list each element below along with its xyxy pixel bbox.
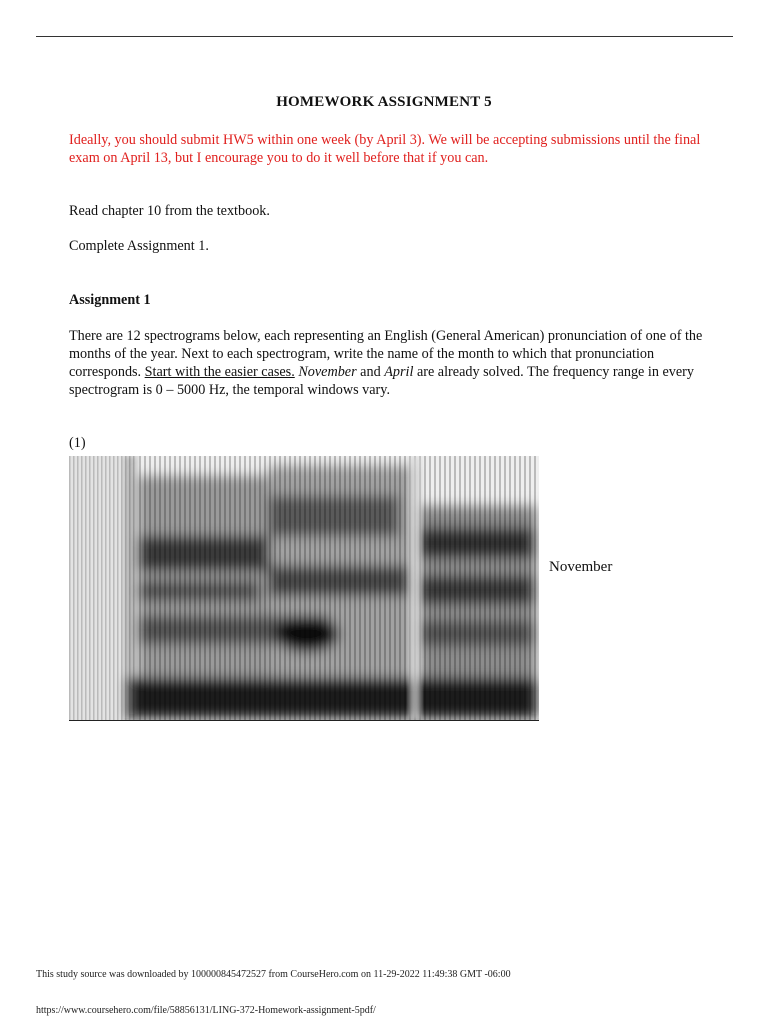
footer-download-note: This study source was downloaded by 100000845472527 from CourseHero.com on 11-29-2022 11:49:38 GMT -06:00 <box>36 969 511 980</box>
page-title: HOMEWORK ASSIGNMENT 5 <box>276 94 492 110</box>
answer-label: November <box>549 559 613 575</box>
spectrogram-baseline <box>69 720 539 721</box>
footer-url: https://www.coursehero.com/file/58856131/LING-372-Homework-assignment-5pdf/ <box>36 1005 376 1016</box>
section-heading: Assignment 1 <box>69 292 151 308</box>
intro-text-end: are already solved. The frequency range in every spectrogram is 0 – 5000 Hz, the temporal windows vary. <box>69 364 694 398</box>
intro-and: and <box>356 364 385 380</box>
intro-month-b: April <box>384 364 414 380</box>
item-number: (1) <box>69 435 86 451</box>
top-rule <box>36 36 733 37</box>
intro-text: There are 12 spectrograms below, each representing an English (General American) pronunciation of one of the months of the year. Next to each spectrogram, write the name of the month to which that pronunciation corresponds. <box>69 328 703 380</box>
read-instruction: Read chapter 10 from the textbook. <box>69 203 270 219</box>
complete-instruction: Complete Assignment 1. <box>69 238 209 254</box>
intro-month-a: November <box>298 364 357 380</box>
submission-notice: Ideally, you should submit HW5 within one week (by April 3). We will be accepting submissions until the final exam on April 13, but I encourage you to do it well before that if you can. <box>69 132 701 166</box>
assignment-intro <box>69 327 709 399</box>
intro-underlined: Start with the easier cases. <box>144 364 295 380</box>
spectrogram-image <box>69 456 539 720</box>
